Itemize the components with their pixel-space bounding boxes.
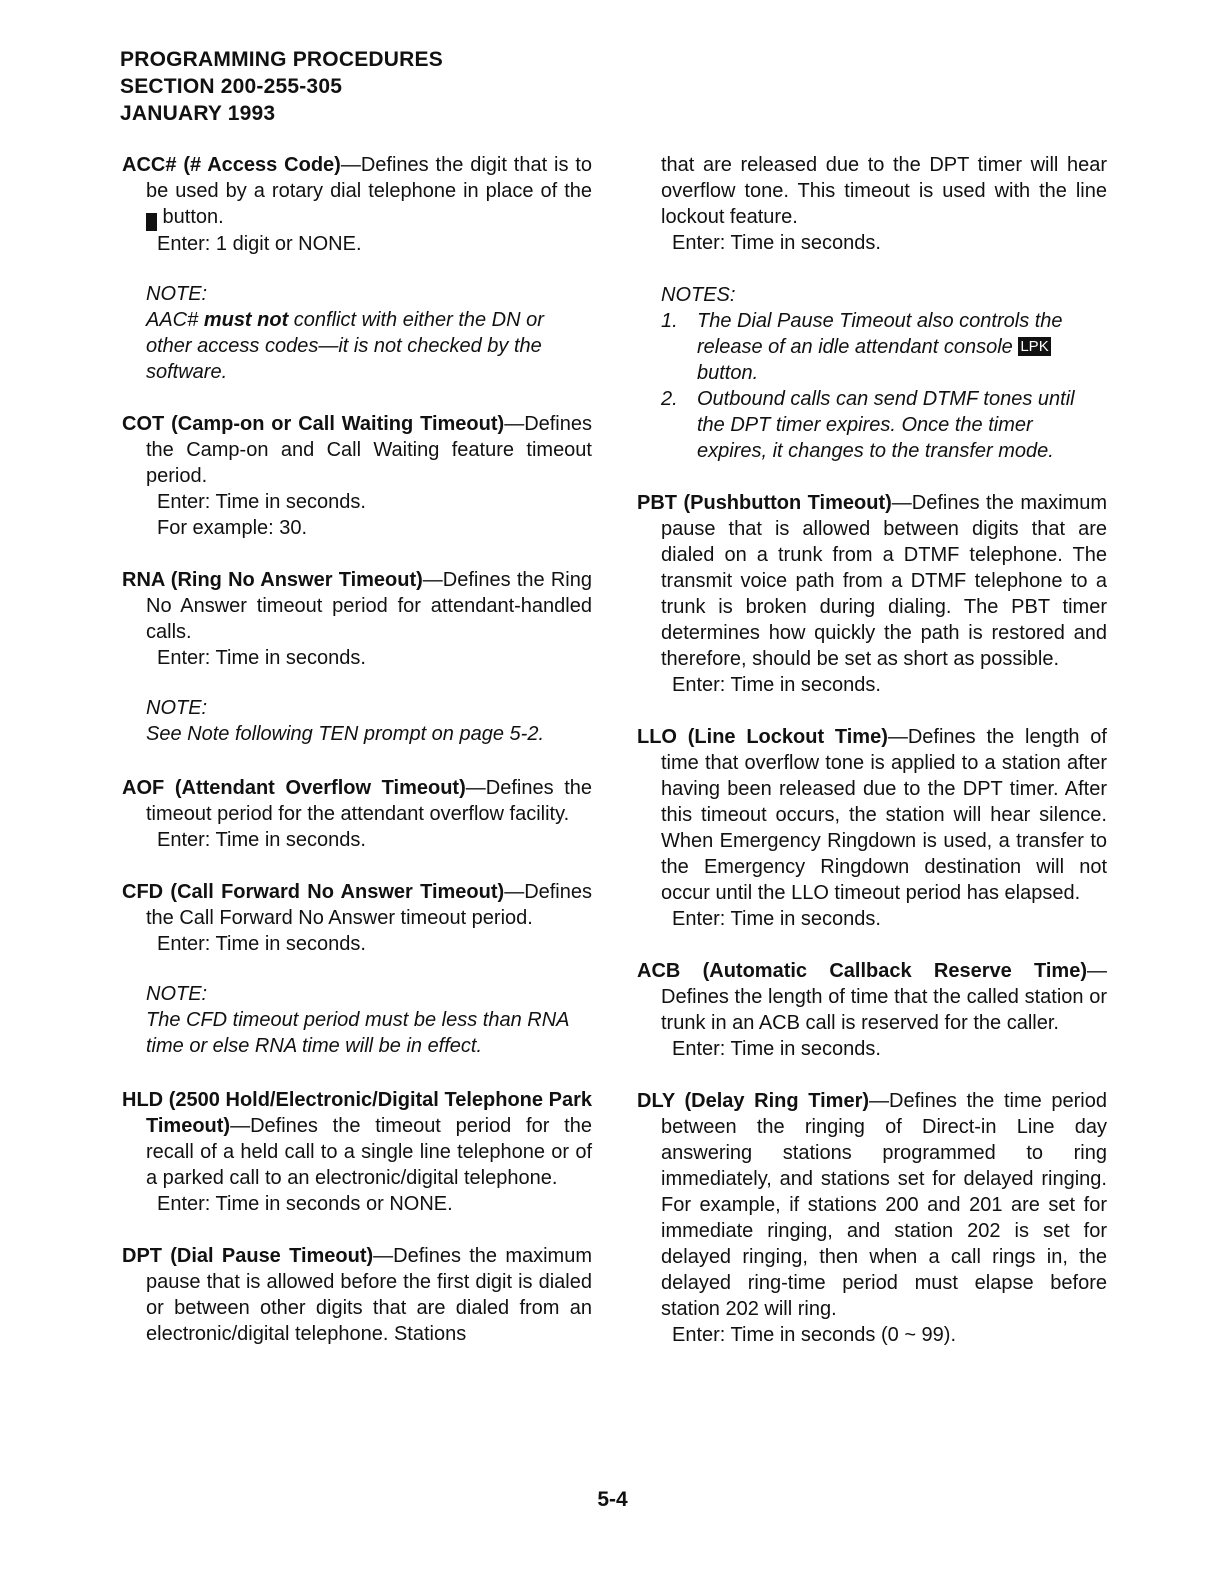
entry-pbt-term: PBT (Pushbutton Timeout) [637,492,892,514]
note-cfd [122,981,592,1059]
entry-acc-term: ACC# (# Access Code) [122,154,341,176]
entry-hld [122,1087,592,1217]
entry-dly-enter: Enter: Time in seconds (0 ~ 99). [672,1324,957,1346]
entry-acc-text [122,152,592,231]
entry-dpt-term: DPT (Dial Pause Timeout) [122,1245,374,1267]
entry-cot-example: For example: 30. [157,517,308,539]
note-dpt-1-text-a: The Dial Pause Timeout also controls the release of an idle attendant console [697,310,1063,358]
entry-acb-desc: —Defines the length of time that the called station or trunk in an ACB call is reserved for the caller. [661,960,1107,1034]
note-acc [122,281,592,385]
entry-rna-term: RNA (Ring No Answer Timeout) [122,569,423,591]
entry-aof-text [122,775,592,827]
entry-aof-term: AOF (Attendant Overflow Timeout) [122,777,466,799]
entry-acb [637,958,1107,1062]
entry-acb-term: ACB (Automatic Callback Reserve Time) [637,960,1087,982]
entry-dly-desc: —Defines the time period between the ringing of Direct-in Line day answering stations programmed to ring immediately, and stations set for delayed ringing. For example, if stations 200 and 201 are set for immediate ringing, and station 202 is set for delayed ringing, then when a call rings in, the delayed ring-time period must elapse before station 202 will ring. [661,1090,1107,1320]
entry-cot [122,411,592,541]
page-header [120,46,443,127]
note-dpt-2-text: Outbound calls can send DTMF tones until the DPT timer expires. Once the timer expires, it changes to the transfer mode. [697,388,1075,462]
entry-pbt-enter: Enter: Time in seconds. [672,674,881,696]
entry-dpt-continued-text: that are released due to the DPT timer will hear overflow tone. This timeout is used with the line lockout feature. [661,154,1107,228]
header-section: SECTION 200-255-305 [120,75,343,98]
lpk-key-icon: LPK [1020,338,1049,355]
entry-acc [122,152,592,257]
note-dpt-1-text-b: button. [697,362,759,384]
entry-cfd-text [122,879,592,931]
entry-hld-text [122,1087,592,1191]
entry-pbt-desc: —Defines the maximum pause that is allowed between digits that are dialed on a trunk from a DTMF telephone. The transmit voice path from a DTMF telephone to a trunk is broken during dialing. The PBT timer determines how quickly the path is restored and therefore, should be set as short as possible. [661,492,1107,670]
entry-rna [122,567,592,671]
note-dpt-2-number: 2. [661,388,678,410]
notes-dpt [637,282,1107,464]
note-cfd-text: The CFD timeout period must be less than RNA time or else RNA time will be in effect. [146,1009,569,1057]
entry-dly-text [637,1088,1107,1322]
left-column [122,152,592,1347]
note-dpt-2 [661,386,1107,464]
entry-dpt-enter: Enter: Time in seconds. [672,232,881,254]
entry-cfd-enter: Enter: Time in seconds. [157,933,366,955]
entry-llo-text [637,724,1107,906]
note-rna [122,695,592,747]
entry-acc-desc-b: button. [157,206,224,228]
entry-cot-desc: —Defines the Camp-on and Call Waiting feature timeout period. [146,413,592,487]
entry-rna-enter: Enter: Time in seconds. [157,647,366,669]
entry-hld-enter: Enter: Time in seconds or NONE. [157,1193,453,1215]
entry-acb-enter: Enter: Time in seconds. [672,1038,881,1060]
entry-dly [637,1088,1107,1348]
pound-key-icon: # [146,213,157,231]
note-rna-label: NOTE: [146,697,208,719]
entry-cfd-desc: —Defines the Call Forward No Answer timeout period. [146,881,592,929]
note-acc-label: NOTE: [146,283,208,305]
entry-cot-term: COT (Camp-on or Call Waiting Timeout) [122,413,505,435]
entry-dpt [122,1243,592,1347]
entry-dpt-continued [637,152,1107,256]
notes-dpt-label: NOTES: [661,284,736,306]
note-acc-emphasis: must not [203,309,289,331]
note-acc-text [146,307,592,385]
entry-llo-term: LLO (Line Lockout Time) [637,726,888,748]
note-dpt-1-number: 1. [661,310,678,332]
entry-pbt-text [637,490,1107,672]
entry-hld-term: HLD (2500 Hold/Electronic/Digital Telephone Park Timeout) [122,1089,592,1137]
entry-cfd [122,879,592,957]
entry-llo-enter: Enter: Time in seconds. [672,908,881,930]
entry-pbt [637,490,1107,698]
entry-rna-desc: —Defines the Ring No Answer timeout period for attendant-handled calls. [146,569,592,643]
note-dpt-1 [661,308,1107,386]
entry-dpt-desc: —Defines the maximum pause that is allowed before the first digit is dialed or between other digits that are dialed from an electronic/digital telephone. Stations [146,1245,592,1345]
entry-dpt-text [122,1243,592,1347]
entry-llo [637,724,1107,932]
entry-llo-desc: —Defines the length of time that overflow tone is applied to a station after having been released due to the DPT timer. After this timeout occurs, the station will hear silence. When Emergency Ringdown is used, a transfer to the Emergency Ringdown destination will not occur until the LLO timeout period has elapsed. [661,726,1107,904]
page-number: 5-4 [597,1488,628,1511]
notes-dpt-list [661,308,1107,464]
header-date: JANUARY 1993 [120,102,276,125]
note-acc-text-a: AAC# [146,309,204,331]
entry-hld-desc: —Defines the timeout period for the recall of a held call to a single line telephone or of a parked call to an electronic/digital telephone. [146,1115,592,1189]
entry-cot-enter: Enter: Time in seconds. [157,491,366,513]
entry-aof-desc: —Defines the timeout period for the attendant overflow facility. [146,777,592,825]
note-cfd-label: NOTE: [146,983,208,1005]
entry-cfd-term: CFD (Call Forward No Answer Timeout) [122,881,505,903]
entry-acc-desc-a: —Defines the digit that is to be used by a rotary dial telephone in place of the [146,154,592,202]
entry-dly-term: DLY (Delay Ring Timer) [637,1090,870,1112]
note-acc-text-b: conflict with either the DN or other access codes—it is not checked by the software. [146,309,544,383]
entry-rna-text [122,567,592,645]
note-rna-text: See Note following TEN prompt on page 5-2. [146,723,544,745]
entry-acc-enter: Enter: 1 digit or NONE. [157,233,362,255]
header-title: PROGRAMMING PROCEDURES [120,48,443,71]
entry-acb-text [637,958,1107,1036]
entry-cot-text [122,411,592,489]
right-column [637,152,1107,1348]
entry-aof-enter: Enter: Time in seconds. [157,829,366,851]
entry-aof [122,775,592,853]
